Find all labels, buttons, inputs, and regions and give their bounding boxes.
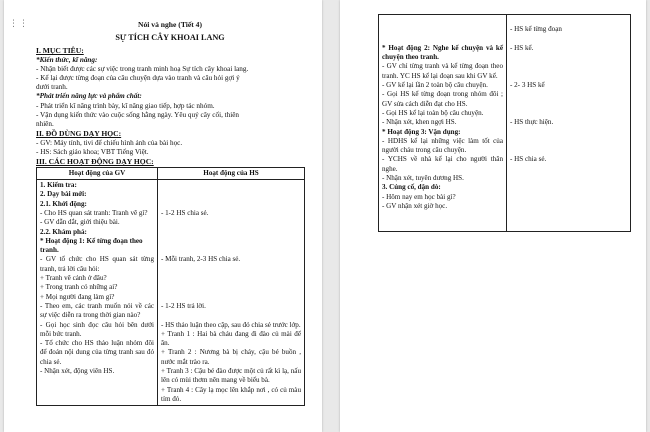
gv-line: 1. Kiểm tra: bbox=[40, 181, 77, 190]
gv-line: - GV chỉ từng tranh và kể từng đoạn theo tranh. YC HS kể lại đoạn sau khi GV kể. bbox=[382, 62, 503, 80]
gv-line: 3. Củng cố, dặn dò: bbox=[382, 183, 441, 192]
hs-line: + Tranh 3 : Cậu bé đào được một củ rất kì lạ, nấu lên có mùi thơm nên mang về biếu bà. bbox=[161, 367, 301, 385]
teacher-activities-cell bbox=[379, 15, 507, 232]
student-activities-cell bbox=[158, 180, 305, 406]
gv-line: - Theo em, các tranh muốn nói về các sự việc diễn ra trong thời gian nào? bbox=[40, 301, 154, 320]
column-header-teacher: Hoạt động của GV bbox=[37, 167, 158, 179]
gv-line: - GV kể lại lần 2 toàn bộ câu chuyện. bbox=[382, 81, 488, 90]
gv-line: + Tranh vẽ cảnh ở đâu? bbox=[40, 274, 107, 283]
objective-line: - Nhận biết được các sự việc trong tranh minh hoạ Sự tích cây khoai lang. bbox=[36, 64, 249, 73]
objective-line: dưới tranh. bbox=[36, 83, 68, 92]
gv-line: * Hoạt động 3: Vận dụng: bbox=[382, 127, 461, 136]
hs-line: - Mỗi tranh, 2-3 HS chia sẻ. bbox=[161, 255, 241, 264]
section-heading-objectives: I. MỤC TIÊU: bbox=[36, 46, 84, 55]
section-heading-activities: III. CÁC HOẠT ĐỘNG DẠY HỌC: bbox=[36, 157, 154, 167]
material-line: - GV: Máy tính, tivi để chiếu hình ảnh của bài học. bbox=[36, 138, 183, 147]
section-heading-materials: II. ĐỒ DÙNG DẠY HỌC: bbox=[36, 129, 122, 139]
gv-line: - HDHS kể lại những việc làm tốt của người cháu trong câu chuyện. bbox=[382, 136, 503, 155]
hs-line: + Tranh 1 : Hai bà cháu đang đi đào củ mài để ăn. bbox=[161, 329, 301, 348]
material-line: - HS: Sách giáo khoa; VBT Tiếng Việt. bbox=[36, 148, 149, 157]
gv-line: + Trong tranh có những ai? bbox=[40, 283, 118, 292]
column-header-students: Hoạt động của HS bbox=[158, 167, 305, 179]
hs-line: - HS thực hiện. bbox=[510, 118, 554, 127]
gv-line: - Nhận xét, động viên HS. bbox=[40, 367, 115, 376]
document-page-left bbox=[4, 0, 322, 432]
objective-line: - Kể lại được từng đoạn của câu chuyện dựa vào tranh và câu hỏi gợi ý bbox=[36, 74, 240, 82]
objective-line: - Phát triển kĩ năng trình bày, kĩ năng giao tiếp, hợp tác nhóm. bbox=[36, 101, 215, 110]
hs-line: - HS kể từng đoạn bbox=[510, 25, 562, 34]
gv-line: 2.2. Khám phá: bbox=[40, 227, 87, 236]
subheading-knowledge: *Kiến thức, kĩ năng: bbox=[36, 55, 98, 64]
hs-line: - 1-2 HS trả lời. bbox=[161, 301, 206, 310]
gv-line: - GV dẫn dắt, giới thiệu bài. bbox=[40, 218, 120, 227]
lesson-title: Nói và nghe (Tiết 4) bbox=[138, 20, 202, 29]
gv-line: - Nhận xét, tuyên dương HS. bbox=[382, 174, 464, 183]
gv-line: - Tổ chức cho HS thảo luận nhóm đôi để đoán nội dung của từng tranh sau đó chia sẻ. bbox=[40, 339, 154, 366]
gv-line: * Hoạt động 2: Nghe kể chuyện và kể chuyện theo tranh. bbox=[382, 43, 503, 62]
hs-line: - 2- 3 HS kể bbox=[510, 81, 545, 90]
gv-line: - Cho HS quan sát tranh: Tranh vẽ gì? bbox=[40, 209, 148, 217]
gv-line: * Hoạt động 1: Kể từng đoạn theo tranh. bbox=[40, 236, 143, 255]
gv-line: - Gọi HS kể lại toàn bộ câu chuyện. bbox=[382, 108, 484, 117]
gv-line: - Hôm nay em học bài gì? bbox=[382, 192, 456, 201]
student-activities-cell bbox=[507, 15, 631, 232]
gv-line: - GV nhận xét giờ học. bbox=[382, 201, 448, 210]
teacher-activities-cell bbox=[37, 180, 158, 406]
gv-line: - Nhận xét, khen ngợi HS. bbox=[382, 118, 457, 127]
document-page-right bbox=[340, 0, 646, 432]
gv-line: 2. Dạy bài mới: bbox=[40, 190, 87, 199]
objective-line: nhiên. bbox=[36, 120, 54, 129]
activities-table-continued bbox=[378, 14, 631, 232]
gv-line: - GV tổ chức cho HS quan sát từng tranh, trả lời câu hỏi: bbox=[40, 255, 154, 273]
hs-line: + Tranh 2 : Nương bà bị cháy, cậu bé buồn , nước mắt trào ra. bbox=[161, 348, 301, 366]
story-title: SỰ TÍCH CÂY KHOAI LANG bbox=[115, 33, 225, 42]
activities-table bbox=[36, 167, 305, 406]
gv-line: - Gọi học sinh đọc câu hỏi bên dưới mỗi bức tranh. bbox=[40, 320, 154, 338]
subheading-competence: *Phát triển năng lực và phẩm chất: bbox=[36, 92, 142, 101]
gv-line: 2.1. Khởi động: bbox=[40, 199, 87, 208]
gv-line: - Gọi HS kể từng đoạn trong nhóm đôi ; GV sửa cách diễn đạt cho HS. bbox=[382, 90, 503, 108]
objective-line: - Vận dụng kiến thức vào cuộc sống hằng ngày. Yêu quý cây cối, thiên bbox=[36, 110, 240, 119]
gv-line: + Mọi người đang làm gì? bbox=[40, 292, 115, 301]
hs-line: + Tranh 4 : Cây lạ mọc lên khắp nơi , có củ màu tím đỏ. bbox=[161, 385, 301, 403]
hs-line: - HS thảo luận theo cặp, sau đó chia sẻ trước lớp. bbox=[161, 320, 301, 329]
page-content bbox=[378, 14, 630, 232]
hs-line: - 1-2 HS chia sẻ. bbox=[161, 209, 209, 217]
drag-handle-icon[interactable]: ⋮⋮ bbox=[9, 19, 29, 29]
hs-line: - HS kể. bbox=[510, 43, 534, 52]
hs-line: - HS chia sẻ. bbox=[510, 155, 547, 164]
page-content bbox=[36, 20, 304, 406]
gv-line: - YCHS về nhà kể lại cho người thân nghe. bbox=[382, 155, 503, 173]
